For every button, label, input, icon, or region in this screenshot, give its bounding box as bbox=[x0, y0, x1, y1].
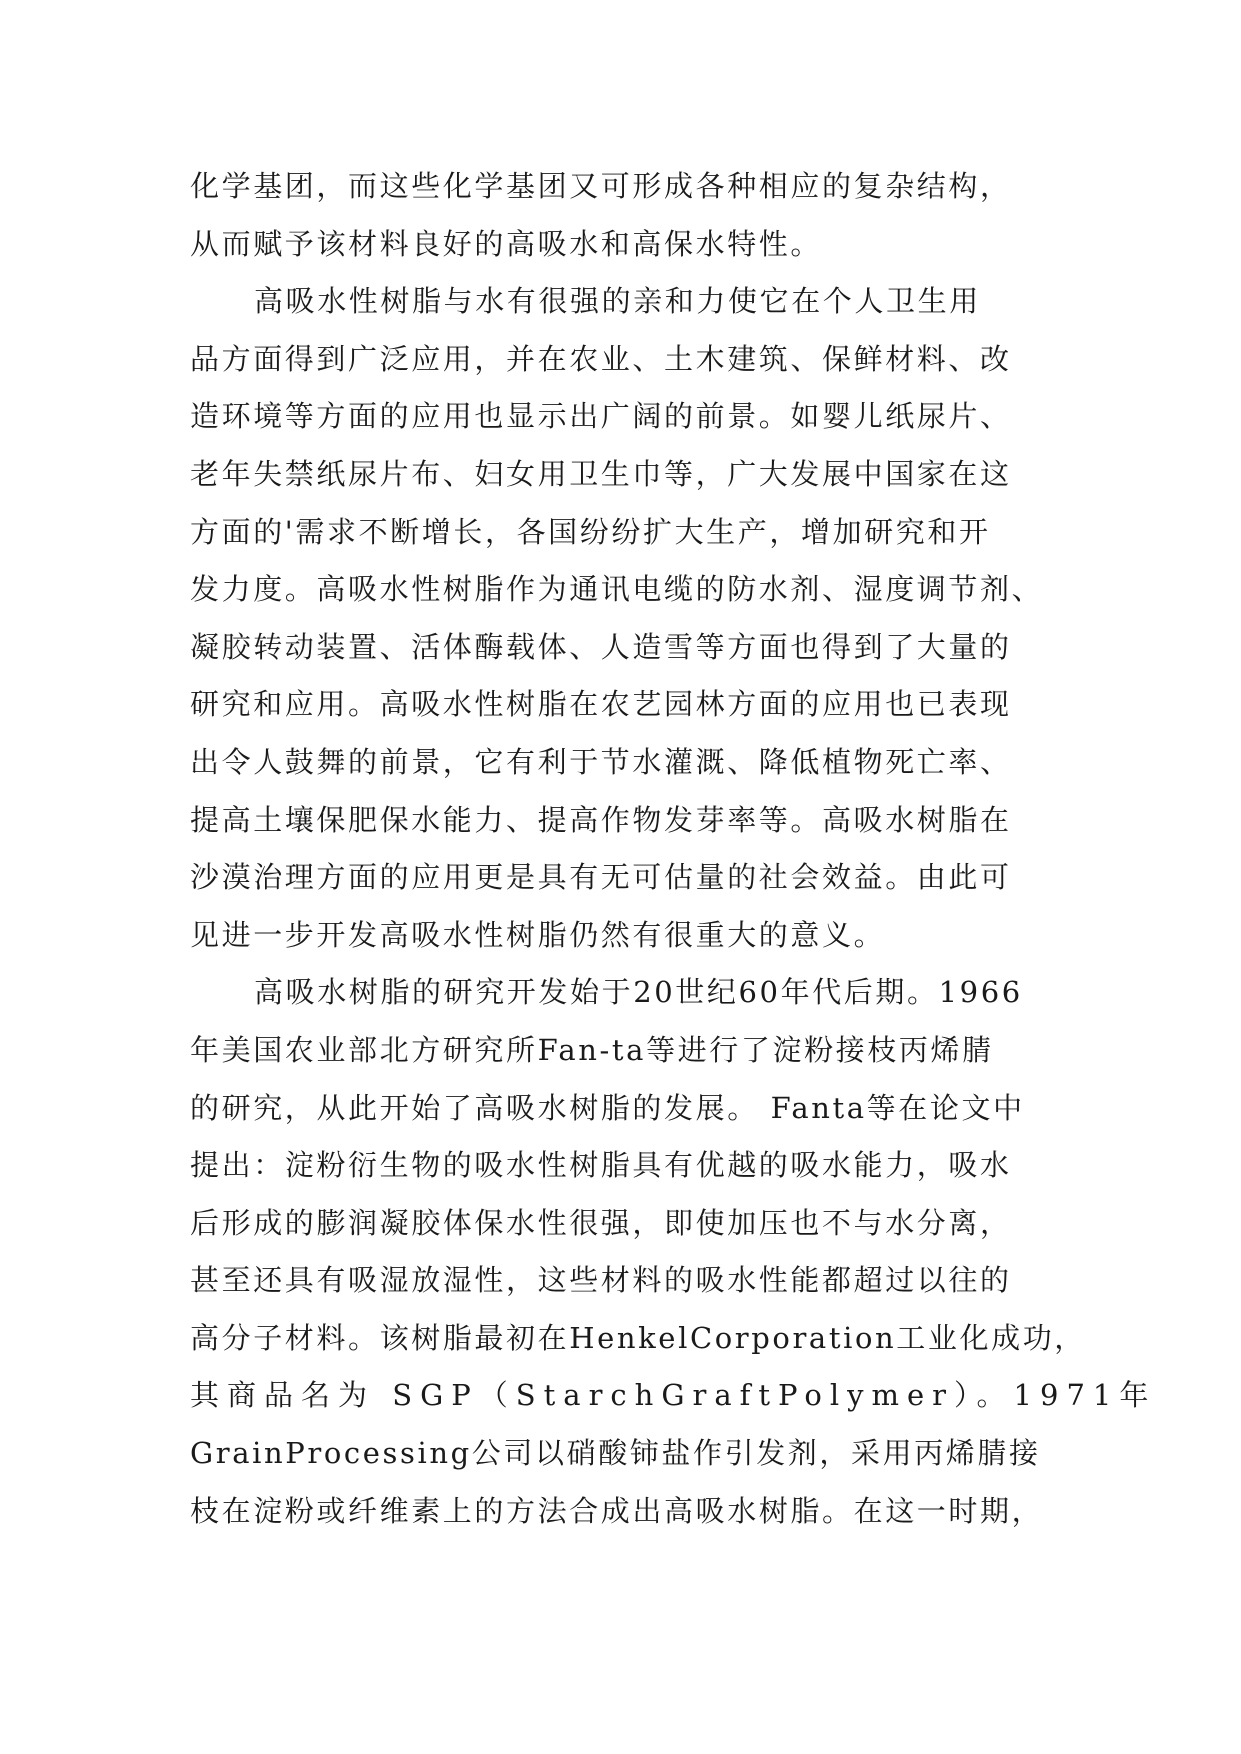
text-line-9: 凝胶转动装置、活体酶载体、人造雪等方面也得到了大量的 bbox=[190, 629, 1012, 664]
text-line-4: 品方面得到广泛应用，并在农业、土木建筑、保鲜材料、改 bbox=[190, 341, 1012, 376]
text-line-19: 后形成的膨润凝胶体保水性很强，即使加压也不与水分离， bbox=[190, 1205, 1012, 1240]
text-line-1: 化学基团，而这些化学基团又可形成各种相应的复杂结构， bbox=[190, 169, 1012, 203]
text-line-16: 年美国农业部北方研究所Fan-ta等进行了淀粉接枝丙烯腈 bbox=[190, 1032, 994, 1067]
text-line-5: 造环境等方面的应用也显示出广阔的前景。如婴儿纸尿片、 bbox=[190, 399, 1012, 434]
text-line-3-paragraph-start: 高吸水性树脂与水有很强的亲和力使它在个人卫生用 bbox=[254, 284, 981, 319]
body-text bbox=[190, 158, 1157, 1540]
text-line-10: 研究和应用。高吸水性树脂在农艺园林方面的应用也已表现 bbox=[190, 687, 1012, 722]
text-line-18: 提出：淀粉衍生物的吸水性树脂具有优越的吸水能力，吸水 bbox=[190, 1148, 1012, 1183]
text-line-7: 方面的'需求不断增长，各国纷纷扩大生产，增加研究和开 bbox=[190, 514, 991, 549]
text-line-6: 老年失禁纸尿片布、妇女用卫生巾等，广大发展中国家在这 bbox=[190, 456, 1012, 491]
text-line-15-paragraph-start: 高吸水树脂的研究开发始于20世纪60年代后期。1966 bbox=[254, 975, 1023, 1010]
text-line-17: 的研究，从此开始了高吸水树脂的发展。 Fanta等在论文中 bbox=[190, 1090, 1025, 1125]
text-line-13: 沙漠治理方面的应用更是具有无可估量的社会效益。由此可 bbox=[190, 860, 1012, 895]
text-line-12: 提高土壤保肥保水能力、提高作物发芽率等。高吸水树脂在 bbox=[190, 802, 1012, 837]
text-line-11: 出令人鼓舞的前景，它有利于节水灌溉、降低植物死亡率、 bbox=[190, 744, 1012, 779]
text-line-20: 甚至还具有吸湿放湿性，这些材料的吸水性能都超过以往的 bbox=[190, 1263, 1012, 1298]
text-line-2: 从而赋予该材料良好的高吸水和高保水特性。 bbox=[190, 226, 823, 261]
text-line-8: 发力度。高吸水性树脂作为通讯电缆的防水剂、湿度调节剂、 bbox=[190, 572, 1044, 607]
text-line-21: 高分子材料。该树脂最初在HenkelCorporation工业化成功， bbox=[190, 1320, 1086, 1355]
text-line-23: GrainProcessing公司以硝酸铈盐作引发剂，采用丙烯腈接 bbox=[190, 1436, 1041, 1471]
text-line-14: 见进一步开发高吸水性树脂仍然有很重大的意义。 bbox=[190, 917, 886, 952]
text-line-22: 其商品名为 SGP（StarchGraftPolymer）。1971年 bbox=[190, 1378, 1157, 1413]
text-line-24: 枝在淀粉或纤维素上的方法合成出高吸水树脂。在这一时期， bbox=[190, 1493, 1044, 1528]
